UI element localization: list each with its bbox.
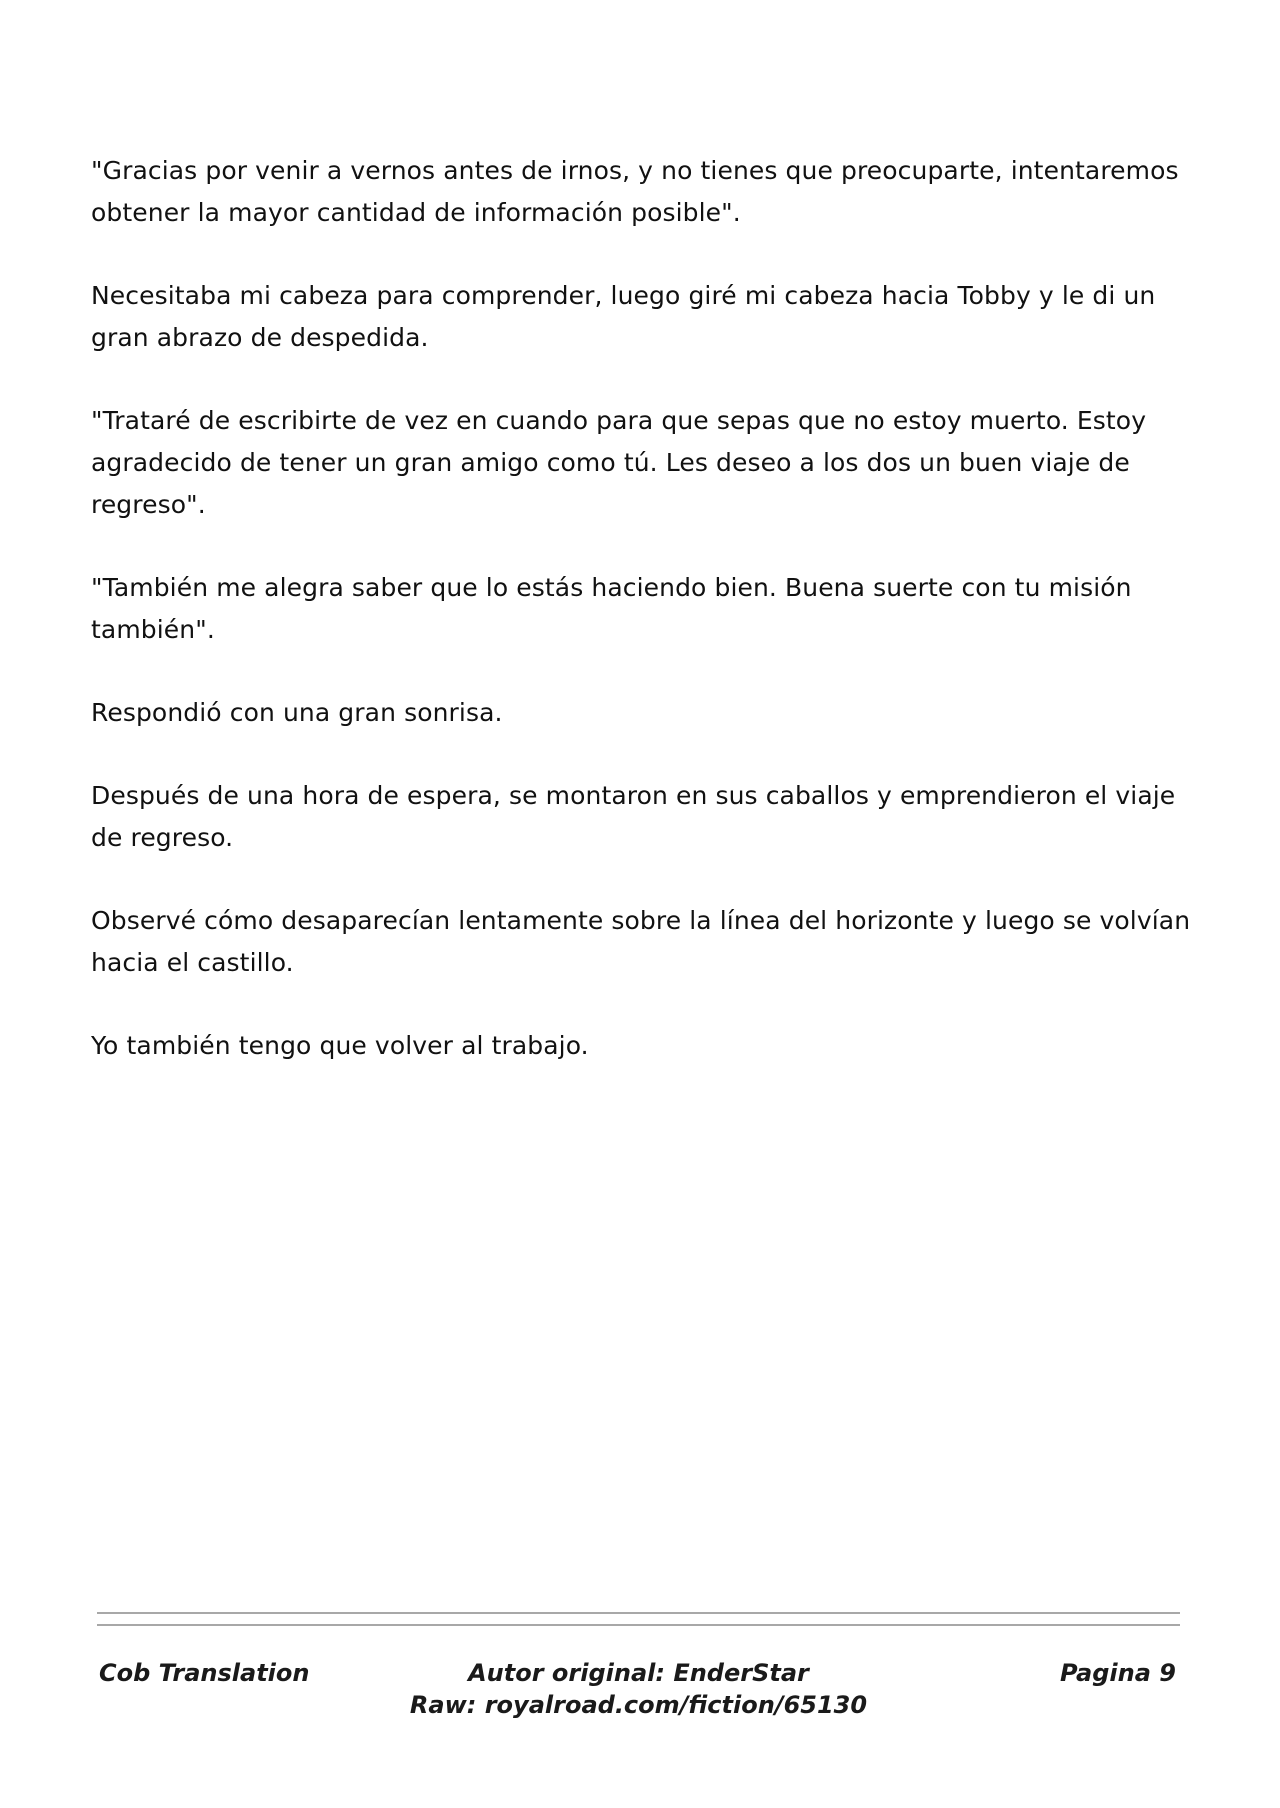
paragraph: "Gracias por venir a vernos antes de irnos, y no tienes que preocuparte, intentaremos obtener la mayor cantidad de información posible". bbox=[91, 156, 1179, 227]
paragraph: Observé cómo desaparecían lentamente sobre la línea del horizonte y luego se volvían hacia el castillo. bbox=[91, 906, 1191, 977]
footer-page-number: Pagina 9 bbox=[1060, 1659, 1176, 1687]
paragraph: "Trataré de escribirte de vez en cuando para que sepas que no estoy muerto. Estoy agradecido de tener un gran amigo como tú. Les deseo a los dos un buen viaje de regreso". bbox=[91, 406, 1147, 519]
footer-divider-bottom bbox=[97, 1624, 1180, 1626]
footer-credits bbox=[97, 1657, 1180, 1721]
paragraph: Respondió con una gran sonrisa. bbox=[91, 698, 503, 727]
footer-author: Autor original: EnderStar bbox=[468, 1659, 809, 1687]
paragraph: Yo también tengo que volver al trabajo. bbox=[91, 1031, 589, 1060]
footer-source: Raw: royalroad.com/fiction/65130 bbox=[409, 1691, 868, 1719]
paragraph: Necesitaba mi cabeza para comprender, luego giré mi cabeza hacia Tobby y le di un gran abrazo de despedida. bbox=[91, 281, 1156, 352]
paragraph: Después de una hora de espera, se montaron en sus caballos y emprendieron el viaje de regreso. bbox=[91, 781, 1176, 852]
body-text bbox=[91, 150, 1191, 1108]
paragraph: "También me alegra saber que lo estás haciendo bien. Buena suerte con tu misión también". bbox=[91, 573, 1132, 644]
footer-translator: Cob Translation bbox=[99, 1659, 310, 1687]
footer-divider-top bbox=[97, 1612, 1180, 1614]
